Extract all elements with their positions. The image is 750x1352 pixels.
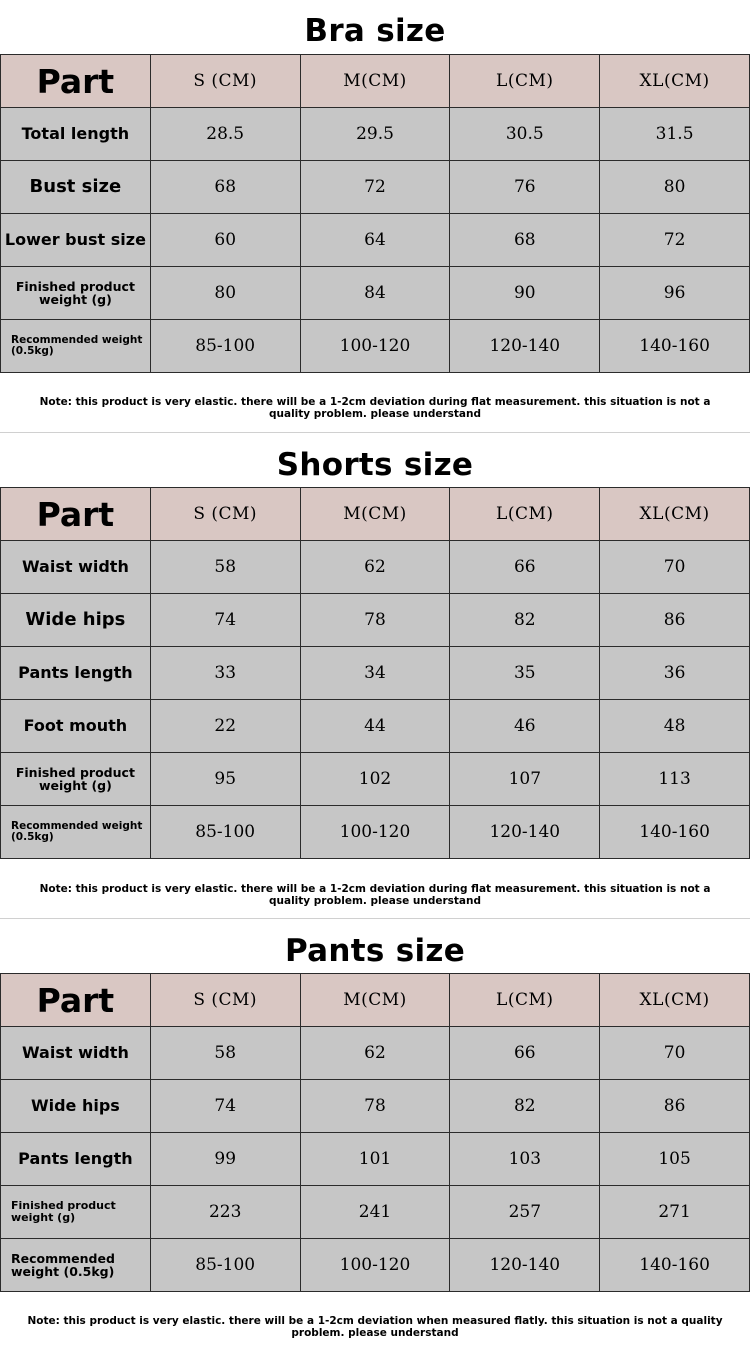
- cell-value: 74: [150, 594, 300, 647]
- table-row: [1, 108, 750, 161]
- cell-value: 241: [300, 1186, 450, 1239]
- cell-value: 90: [450, 267, 600, 320]
- size-m-header: M(CM): [300, 55, 450, 108]
- row-label: Finished product weight (g): [1, 1186, 151, 1239]
- cell-value: 95: [150, 753, 300, 806]
- row-label: Recommended weight (0.5kg): [1, 320, 151, 373]
- row-label: Bust size: [1, 161, 151, 214]
- table-row: [1, 1027, 750, 1080]
- cell-value: 36: [600, 647, 750, 700]
- table-row: [1, 1080, 750, 1133]
- shorts-size-title: Shorts size: [276, 447, 474, 483]
- cell-value: 85-100: [150, 806, 300, 859]
- table-row: [1, 541, 750, 594]
- cell-value: 257: [450, 1186, 600, 1239]
- cell-value: 96: [600, 267, 750, 320]
- row-label: Lower bust size: [1, 214, 151, 267]
- table-header-row: [1, 974, 750, 1027]
- size-s-header: S (CM): [150, 55, 300, 108]
- size-xl-header: XL(CM): [600, 55, 750, 108]
- cell-value: 80: [150, 267, 300, 320]
- cell-value: 76: [450, 161, 600, 214]
- table-row: [1, 161, 750, 214]
- shorts-note: Note: this product is very elastic. there will be a 1-2cm deviation during flat measurement. this situation is not a quality problem. please understand: [39, 883, 711, 907]
- size-xl-header: XL(CM): [600, 488, 750, 541]
- table-row: [1, 214, 750, 267]
- part-header: Part: [1, 488, 151, 541]
- size-l-header: L(CM): [450, 488, 600, 541]
- cell-value: 82: [450, 594, 600, 647]
- cell-value: 22: [150, 700, 300, 753]
- table-row: [1, 1133, 750, 1186]
- bra-note: Note: this product is very elastic. there will be a 1-2cm deviation during flat measurement. this situation is not a quality problem. please understand: [39, 396, 711, 420]
- table-header-row: [1, 55, 750, 108]
- cell-value: 44: [300, 700, 450, 753]
- row-label: Total length: [1, 108, 151, 161]
- cell-value: 85-100: [150, 320, 300, 373]
- pants-note: Note: this product is very elastic. there will be a 1-2cm deviation when measured flatly. this situation is not a quality problem. please understand: [27, 1315, 723, 1339]
- size-xl-header: XL(CM): [600, 974, 750, 1027]
- row-label: Foot mouth: [1, 700, 151, 753]
- size-m-header: M(CM): [300, 488, 450, 541]
- cell-value: 78: [300, 594, 450, 647]
- size-m-header: M(CM): [300, 974, 450, 1027]
- size-s-header: S (CM): [150, 488, 300, 541]
- cell-value: 120-140: [450, 1239, 600, 1292]
- cell-value: 86: [600, 1080, 750, 1133]
- table-row: [1, 1239, 750, 1292]
- cell-value: 140-160: [600, 320, 750, 373]
- cell-value: 271: [600, 1186, 750, 1239]
- row-label: Waist width: [1, 1027, 151, 1080]
- cell-value: 74: [150, 1080, 300, 1133]
- bra-size-title: Bra size: [304, 13, 446, 49]
- cell-value: 105: [600, 1133, 750, 1186]
- cell-value: 68: [150, 161, 300, 214]
- cell-value: 58: [150, 541, 300, 594]
- row-label: Recommended weight (0.5kg): [1, 1239, 151, 1292]
- cell-value: 58: [150, 1027, 300, 1080]
- row-label: Wide hips: [1, 594, 151, 647]
- pants-size-title: Pants size: [284, 933, 466, 969]
- cell-value: 68: [450, 214, 600, 267]
- row-label: Pants length: [1, 647, 151, 700]
- cell-value: 84: [300, 267, 450, 320]
- cell-value: 82: [450, 1080, 600, 1133]
- cell-value: 86: [600, 594, 750, 647]
- row-label: Finished product weight (g): [1, 753, 151, 806]
- part-header: Part: [1, 55, 151, 108]
- cell-value: 78: [300, 1080, 450, 1133]
- part-header: Part: [1, 974, 151, 1027]
- cell-value: 62: [300, 1027, 450, 1080]
- table-row: [1, 267, 750, 320]
- row-label: Wide hips: [1, 1080, 151, 1133]
- cell-value: 64: [300, 214, 450, 267]
- cell-value: 72: [300, 161, 450, 214]
- cell-value: 102: [300, 753, 450, 806]
- divider: [0, 432, 750, 433]
- cell-value: 33: [150, 647, 300, 700]
- cell-value: 100-120: [300, 1239, 450, 1292]
- cell-value: 70: [600, 1027, 750, 1080]
- pants-size-table: [0, 973, 750, 1292]
- cell-value: 70: [600, 541, 750, 594]
- cell-value: 46: [450, 700, 600, 753]
- cell-value: 60: [150, 214, 300, 267]
- cell-value: 140-160: [600, 806, 750, 859]
- cell-value: 66: [450, 1027, 600, 1080]
- cell-value: 62: [300, 541, 450, 594]
- size-l-header: L(CM): [450, 55, 600, 108]
- size-l-header: L(CM): [450, 974, 600, 1027]
- cell-value: 48: [600, 700, 750, 753]
- cell-value: 66: [450, 541, 600, 594]
- row-label: Finished product weight (g): [1, 267, 151, 320]
- cell-value: 103: [450, 1133, 600, 1186]
- cell-value: 35: [450, 647, 600, 700]
- cell-value: 223: [150, 1186, 300, 1239]
- table-row: [1, 594, 750, 647]
- row-label: Pants length: [1, 1133, 151, 1186]
- cell-value: 29.5: [300, 108, 450, 161]
- cell-value: 107: [450, 753, 600, 806]
- cell-value: 100-120: [300, 806, 450, 859]
- table-row: [1, 1186, 750, 1239]
- cell-value: 72: [600, 214, 750, 267]
- divider: [0, 918, 750, 919]
- bra-size-table: [0, 54, 750, 373]
- cell-value: 85-100: [150, 1239, 300, 1292]
- cell-value: 100-120: [300, 320, 450, 373]
- shorts-size-table: [0, 487, 750, 859]
- cell-value: 120-140: [450, 806, 600, 859]
- cell-value: 140-160: [600, 1239, 750, 1292]
- cell-value: 113: [600, 753, 750, 806]
- cell-value: 99: [150, 1133, 300, 1186]
- table-row: [1, 320, 750, 373]
- cell-value: 34: [300, 647, 450, 700]
- cell-value: 28.5: [150, 108, 300, 161]
- table-header-row: [1, 488, 750, 541]
- table-row: [1, 700, 750, 753]
- cell-value: 101: [300, 1133, 450, 1186]
- table-row: [1, 806, 750, 859]
- cell-value: 31.5: [600, 108, 750, 161]
- cell-value: 80: [600, 161, 750, 214]
- table-row: [1, 647, 750, 700]
- row-label: Waist width: [1, 541, 151, 594]
- table-row: [1, 753, 750, 806]
- cell-value: 30.5: [450, 108, 600, 161]
- row-label: Recommended weight (0.5kg): [1, 806, 151, 859]
- size-s-header: S (CM): [150, 974, 300, 1027]
- cell-value: 120-140: [450, 320, 600, 373]
